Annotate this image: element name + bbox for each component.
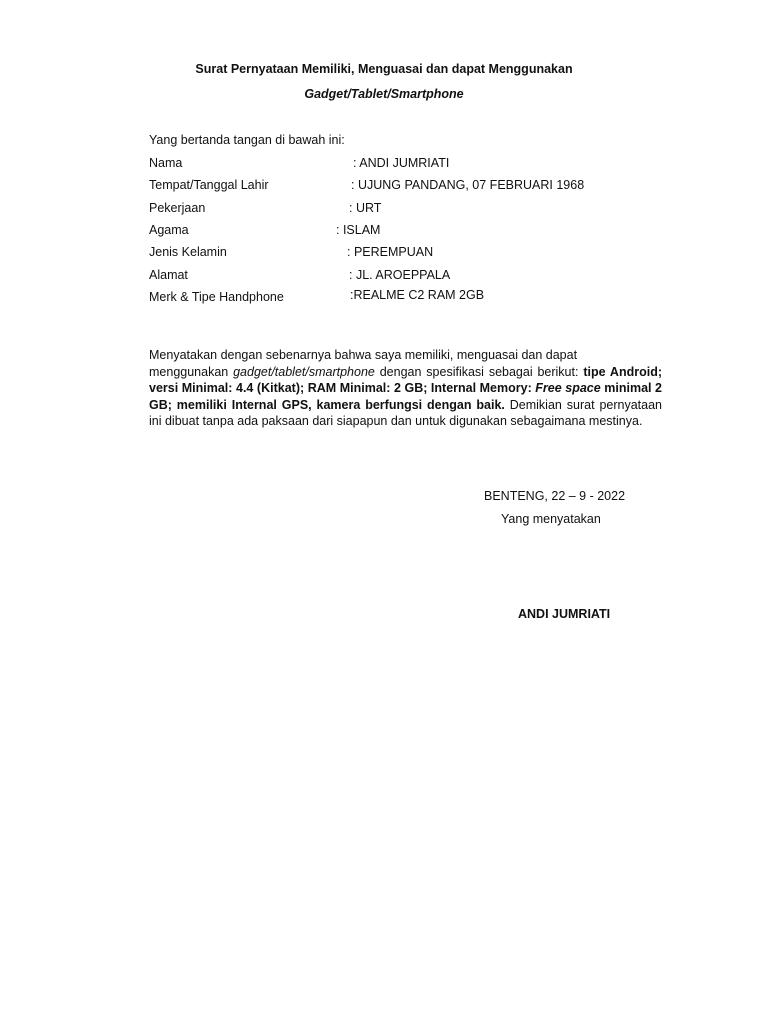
statement-part2: menggunakan bbox=[149, 364, 234, 379]
field-value-ttl: : UJUNG PANDANG, 07 FEBRUARI 1968 bbox=[351, 178, 585, 192]
field-value-merk-hp: :REALME C2 RAM 2GB bbox=[350, 288, 485, 302]
field-value-alamat: : JL. AROEPPALA bbox=[349, 268, 451, 282]
field-label-ttl: Tempat/Tanggal Lahir bbox=[149, 178, 269, 192]
statement-part3: gadget/tablet/smartphone bbox=[233, 364, 375, 379]
statement-part1: Menyatakan dengan sebenarnya bahwa saya memiliki, menguasai dan dapat bbox=[149, 348, 578, 362]
document-subtitle: Gadget/Tablet/Smartphone bbox=[304, 87, 464, 101]
field-label-jenis-kelamin: Jenis Kelamin bbox=[149, 245, 227, 259]
field-value-pekerjaan: : URT bbox=[349, 201, 382, 215]
field-label-pekerjaan: Pekerjaan bbox=[149, 201, 206, 215]
field-label-agama: Agama bbox=[149, 223, 189, 237]
signature-name: ANDI JUMRIATI bbox=[518, 607, 611, 621]
document-title: Surat Pernyataan Memiliki, Menguasai dan dapat Menggunakan bbox=[195, 62, 573, 76]
statement-paragraph bbox=[149, 347, 662, 430]
field-value-agama: : ISLAM bbox=[336, 223, 381, 237]
statement-part8: Demikian surat pernyataan ini dibuat tanpa ada paksaan dari siapapun dan untuk digunakan sebagaimana mestinya. bbox=[149, 397, 662, 428]
field-label-nama: Nama bbox=[149, 156, 183, 170]
signature-place-date: BENTENG, 22 – 9 - 2022 bbox=[484, 489, 626, 503]
field-value-nama: : ANDI JUMRIATI bbox=[353, 156, 450, 170]
statement-part4: dengan spesifikasi sebagai berikut: bbox=[374, 364, 584, 379]
signature-label: Yang menyatakan bbox=[501, 512, 601, 526]
field-label-merk-hp: Merk & Tipe Handphone bbox=[149, 290, 284, 304]
statement-part7: minimal 2 GB; memiliki Internal GPS, kamera berfungsi dengan baik. bbox=[149, 381, 662, 412]
field-value-jenis-kelamin: : PEREMPUAN bbox=[347, 245, 434, 259]
statement-part5: tipe Android; versi Minimal: 4.4 (Kitkat); RAM Minimal: 2 GB; Internal Memory: bbox=[149, 364, 662, 395]
statement-part6: Free space bbox=[535, 381, 601, 395]
intro-text: Yang bertanda tangan di bawah ini: bbox=[149, 133, 345, 147]
field-label-alamat: Alamat bbox=[149, 268, 188, 282]
